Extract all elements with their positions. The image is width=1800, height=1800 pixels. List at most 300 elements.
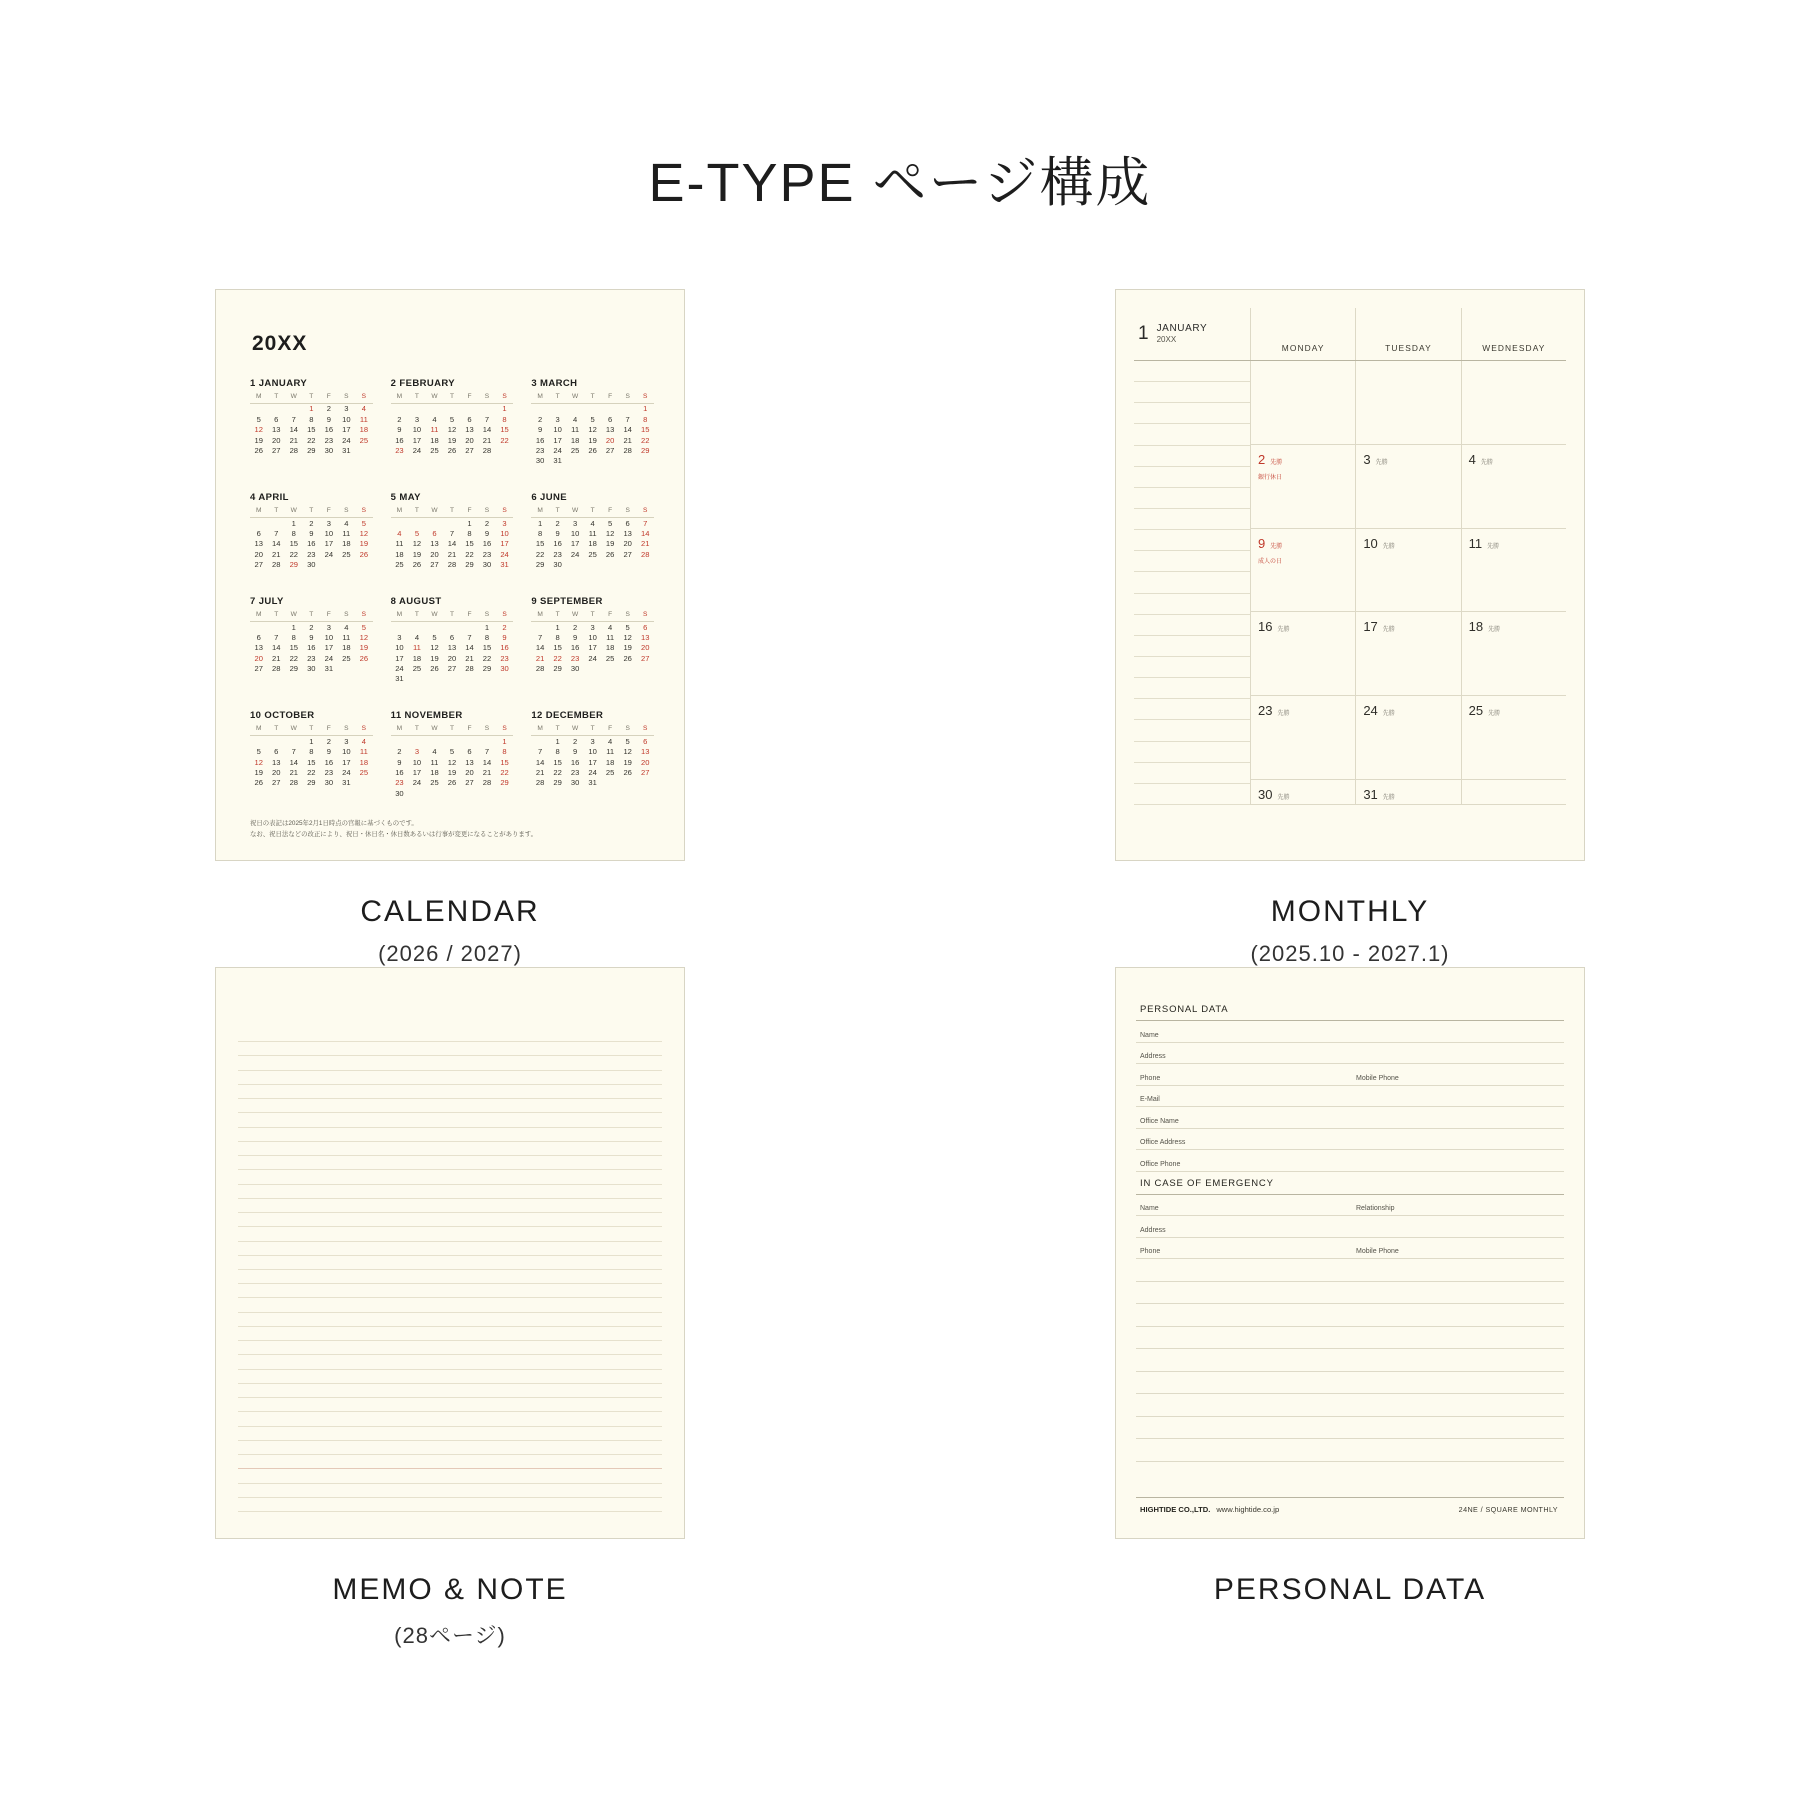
mini-day-cell [408,736,426,747]
mini-day-cell: 23 [535,445,545,455]
mini-week-row [391,622,514,633]
mini-weekday-header: F [461,507,479,518]
personal-data-row[interactable] [1136,1021,1564,1043]
personal-data-content [1136,1004,1564,1514]
personal-data-row[interactable] [1136,1064,1564,1086]
mini-day-cell: 2 [309,518,314,528]
mini-day-cell: 2 [309,622,314,632]
mini-day-cell: 25 [342,653,351,663]
mini-day-cell: 20 [465,435,474,445]
memo-line[interactable] [238,1355,662,1369]
monthly-rokuyo-label: 先勝 [1270,543,1283,550]
mini-day-cell: 20 [430,549,439,559]
mini-day-cell [443,518,461,529]
mini-weekday-header: T [303,393,321,404]
mini-day-cell [338,664,356,674]
mini-day-cell: 29 [553,664,562,674]
mini-day-cell [566,404,584,415]
mini-day-cell: 1 [555,622,560,632]
mini-weekday-header: F [320,725,338,736]
monthly-day-cell[interactable] [1355,445,1460,529]
mini-day-cell: 4 [361,404,366,414]
memo-line[interactable] [238,1313,662,1327]
mini-day-cell: 2 [573,736,578,746]
mini-day-cell [619,456,637,466]
personal-data-blank-line[interactable] [1136,1439,1564,1462]
mini-day-cell: 13 [430,539,439,549]
mini-day-cell [285,404,303,415]
mini-month-table [531,725,654,788]
mini-day-cell: 25 [342,549,351,559]
mini-day-cell: 27 [465,778,474,788]
mini-weekday-header: S [636,507,654,518]
mini-week-row [531,757,654,767]
mini-week-row [391,653,514,663]
mini-day-cell: 5 [449,414,455,424]
mini-day-cell: 3 [344,736,349,746]
mini-day-cell: 21 [482,767,492,777]
mini-week-row [250,653,373,663]
mini-day-cell: 20 [640,757,650,767]
mini-day-cell: 21 [623,435,632,445]
memo-line[interactable] [238,1370,662,1384]
mini-weekday-header: S [355,725,373,736]
mini-day-cell: 23 [482,549,492,559]
memo-line[interactable] [238,1469,662,1483]
memo-line[interactable] [238,1455,662,1469]
mini-day-cell: 9 [309,632,314,642]
mini-weekday-header: S [619,611,637,622]
mini-day-cell: 16 [324,757,334,767]
mini-weekday-header: T [408,611,426,622]
mini-weekday-header: S [478,507,496,518]
mini-day-cell [461,736,479,747]
mini-day-cell: 7 [449,529,455,539]
field-label: Name [1140,1031,1159,1039]
monthly-day-cell[interactable] [1355,612,1460,696]
memo-line[interactable] [238,1298,662,1312]
monthly-day-cell[interactable] [1461,361,1566,445]
mini-day-cell: 7 [274,632,279,642]
mini-week-row [531,664,654,674]
mini-day-cell: 4 [608,622,613,632]
mini-day-cell: 20 [447,653,457,663]
monthly-day-cell[interactable] [1461,696,1566,780]
mini-day-cell: 24 [553,445,562,455]
monthly-notes-column [1134,361,1250,805]
mini-weekday-header: F [320,611,338,622]
monthly-day-number: 25 [1468,703,1484,719]
mini-day-cell: 31 [342,445,351,455]
personal-data-blank-line[interactable] [1136,1394,1564,1417]
mini-day-cell [461,622,479,633]
mini-day-cell: 27 [605,445,615,455]
mini-day-cell: 15 [482,643,492,653]
memo-line[interactable] [238,1085,662,1099]
monthly-sheet [1115,289,1585,861]
mini-month-name: 8 AUGUST [390,596,442,608]
mini-month-table [531,611,654,674]
mini-day-cell: 10 [324,529,334,539]
memo-line[interactable] [238,1056,662,1070]
personal-data-row[interactable] [1136,1129,1564,1151]
monthly-note-line[interactable] [1134,530,1250,551]
personal-data-row[interactable] [1136,1238,1564,1260]
mini-weekday-header: M [391,611,409,622]
mini-weekday-header: W [566,393,584,404]
panel-monthly [1115,289,1585,967]
mini-day-cell: 14 [482,425,492,435]
mini-month-name: 7 JULY [250,596,284,608]
mini-day-cell: 16 [553,539,562,549]
memo-line[interactable] [238,1384,662,1398]
personal-data-row[interactable] [1136,1195,1564,1217]
mini-week-row [531,404,654,415]
mini-day-cell: 11 [588,529,597,539]
mini-weekday-header: S [636,611,654,622]
mini-day-cell: 27 [640,767,650,777]
mini-weekday-header: T [408,725,426,736]
monthly-day-cell[interactable] [1250,696,1355,780]
monthly-day-cell[interactable] [1250,445,1355,529]
mini-day-cell [584,404,602,415]
memo-line[interactable] [238,1113,662,1127]
mini-day-cell [320,560,338,570]
memo-line[interactable] [238,1270,662,1284]
mini-day-cell: 29 [307,445,316,455]
mini-day-cell [355,664,373,674]
mini-day-cell [408,518,426,529]
mini-weekday-header: S [338,611,356,622]
memo-line[interactable] [238,1213,662,1227]
mini-day-cell: 5 [256,747,261,757]
mini-day-cell: 30 [553,560,562,570]
monthly-note-line[interactable] [1134,572,1250,593]
mini-day-cell: 15 [640,425,650,435]
mini-week-row [250,747,373,757]
monthly-note-line[interactable] [1134,361,1250,382]
mini-week-row [391,633,514,643]
mini-day-cell: 15 [465,539,474,549]
mini-weekday-header: M [391,725,409,736]
memo-line[interactable] [238,1398,662,1412]
mini-day-cell: 5 [590,414,595,424]
memo-line[interactable] [238,1071,662,1085]
mini-week-row [250,435,373,445]
personal-data-row[interactable] [1136,1043,1564,1065]
mini-day-cell: 14 [640,529,650,539]
monthly-note-line[interactable] [1134,657,1250,678]
mini-day-cell: 24 [500,549,509,559]
mini-day-cell: 5 [449,747,455,757]
personal-data-row[interactable] [1136,1216,1564,1238]
mini-week-row [391,549,514,559]
mini-day-cell: 22 [553,767,562,777]
mini-weekday-header: W [285,611,303,622]
mini-day-cell: 3 [555,414,560,424]
mini-day-cell: 11 [430,425,439,435]
mini-weekday-header: M [391,507,409,518]
mini-weekday-header: S [619,725,637,736]
field-label: Office Phone [1140,1160,1181,1168]
mini-weekday-header: T [303,725,321,736]
mini-day-cell: 20 [254,549,263,559]
mini-day-cell: 1 [643,404,648,414]
monthly-note-line[interactable] [1134,382,1250,403]
calendar-caption-main: CALENDAR [360,895,540,928]
mini-day-cell: 30 [307,664,316,674]
monthly-day-cell[interactable] [1250,361,1355,445]
field-label-secondary [1350,1125,1564,1128]
mini-day-cell: 24 [395,664,404,674]
monthly-note-line[interactable] [1134,742,1250,763]
calendar-sheet [215,289,685,861]
mini-day-cell: 31 [553,456,562,466]
personal-data-row[interactable] [1136,1086,1564,1108]
mini-day-cell [531,736,549,747]
memo-line[interactable] [238,1327,662,1341]
monthly-note-line[interactable] [1134,699,1250,720]
memo-line[interactable] [238,1156,662,1170]
mini-day-cell [426,788,444,798]
mini-day-cell: 23 [307,549,316,559]
mini-month-name: 4 APRIL [250,492,289,504]
monthly-holiday-name: 成人の日 [1258,558,1283,565]
mini-day-cell: 29 [553,778,562,788]
monthly-note-line[interactable] [1134,636,1250,657]
memo-line[interactable] [238,1028,662,1042]
mini-weekday-header: T [549,393,567,404]
mini-day-cell: 18 [570,435,580,445]
mini-weekday-header: F [320,393,338,404]
mini-day-cell [408,622,426,633]
monthly-day-cell[interactable] [1250,612,1355,696]
mini-day-cell: 17 [412,435,422,445]
mini-day-cell: 13 [272,425,281,435]
mini-day-cell: 26 [623,767,632,777]
monthly-note-line[interactable] [1134,678,1250,699]
panel-memo [215,967,685,1650]
personal-data-blank-line[interactable] [1136,1259,1564,1282]
mini-day-cell: 25 [359,435,369,445]
memo-line[interactable] [238,1170,662,1184]
mini-day-cell: 9 [309,529,314,539]
mini-day-cell: 30 [570,664,580,674]
monthly-note-line[interactable] [1134,551,1250,572]
mini-day-cell: 13 [640,747,650,757]
mini-day-cell: 3 [326,622,331,632]
memo-line[interactable] [238,1099,662,1113]
monthly-note-line[interactable] [1134,763,1250,784]
mini-week-row [391,529,514,539]
mini-day-cell: 14 [482,757,492,767]
mini-weekday-header: S [338,725,356,736]
mini-day-cell: 19 [359,643,369,653]
mini-day-cell: 27 [623,549,632,559]
memo-line[interactable] [238,1441,662,1455]
monthly-day-cell[interactable] [1355,696,1460,780]
mini-day-cell: 30 [570,778,580,788]
mini-weekday-header: S [355,611,373,622]
mini-weekday-header: M [250,725,268,736]
mini-day-cell [619,404,637,415]
mini-month-name: 3 MARCH [531,378,578,389]
memo-line[interactable] [238,1256,662,1270]
mini-day-cell: 15 [553,757,562,767]
personal-data-blank-line[interactable] [1136,1349,1564,1372]
mini-day-cell: 11 [412,643,421,653]
mini-day-cell: 12 [412,539,422,549]
personal-data-row[interactable] [1136,1107,1564,1129]
mini-day-cell [250,518,268,529]
monthly-note-line[interactable] [1134,446,1250,467]
mini-day-cell: 31 [395,674,404,684]
mini-day-cell: 12 [254,425,263,435]
monthly-note-line[interactable] [1134,594,1250,615]
mini-day-cell [601,560,619,570]
mini-day-cell: 23 [395,778,404,788]
monthly-day-cell[interactable] [1355,529,1460,613]
monthly-note-line[interactable] [1134,784,1250,805]
mini-day-cell: 26 [359,549,369,559]
monthly-day-cell[interactable] [1461,445,1566,529]
mini-week-row [531,736,654,747]
mini-day-cell: 21 [289,435,299,445]
mini-day-cell [391,518,409,529]
mini-weekday-header: T [443,725,461,736]
mini-day-cell [285,736,303,747]
mini-day-cell: 6 [608,414,613,424]
mini-day-cell: 29 [307,778,316,788]
mini-day-cell: 28 [289,445,299,455]
mini-day-cell: 6 [643,736,648,746]
mini-week-row [391,414,514,424]
monthly-day-cell[interactable] [1250,529,1355,613]
mini-day-cell: 16 [324,425,334,435]
mini-day-cell: 18 [588,539,597,549]
monthly-note-line[interactable] [1134,403,1250,424]
memo-line[interactable] [238,1227,662,1241]
personal-data-blank-line[interactable] [1136,1304,1564,1327]
mini-day-cell [601,664,619,674]
mini-week-row [391,643,514,653]
mini-day-cell: 7 [484,747,490,757]
memo-line[interactable] [238,1341,662,1355]
mini-day-cell: 24 [324,653,334,663]
personal-data-blank-line[interactable] [1136,1327,1564,1350]
monthly-note-line[interactable] [1134,488,1250,509]
mini-day-cell: 26 [254,778,263,788]
mini-week-row [531,414,654,424]
mini-day-cell: 17 [324,643,334,653]
mini-weekday-header: W [566,611,584,622]
memo-line[interactable] [238,1199,662,1213]
mini-weekday-header: M [391,393,409,404]
mini-day-cell: 15 [553,643,562,653]
monthly-day-cell[interactable] [1355,361,1460,445]
field-label: Address [1140,1053,1166,1060]
mini-day-cell: 5 [625,736,630,746]
mini-day-cell: 1 [291,622,296,632]
mini-day-cell [426,674,444,684]
mini-week-row [250,446,373,456]
mini-day-cell: 8 [291,529,296,539]
mini-day-cell: 9 [555,529,560,539]
mini-day-cell: 6 [256,632,261,642]
memo-line[interactable] [238,1242,662,1256]
memo-line[interactable] [238,1427,662,1441]
monthly-note-line[interactable] [1134,615,1250,636]
monthly-day-cell[interactable] [1461,780,1566,805]
memo-line[interactable] [238,1498,662,1512]
mini-week-row [391,435,514,445]
monthly-note-line[interactable] [1134,467,1250,488]
mini-weekday-header: S [496,393,514,404]
mini-day-cell [601,456,619,466]
monthly-day-cell[interactable] [1461,529,1566,613]
mini-weekday-header: M [531,507,549,518]
mini-day-cell: 31 [500,560,509,570]
mini-day-cell: 25 [430,778,439,788]
monthly-note-line[interactable] [1134,720,1250,741]
personal-data-blank-line[interactable] [1136,1282,1564,1305]
mini-week-row [531,549,654,559]
mini-day-cell: 14 [272,643,281,653]
memo-line[interactable] [238,1484,662,1498]
mini-week-row [531,560,654,570]
monthly-day-cell[interactable] [1355,780,1460,805]
personal-data-blank-line[interactable] [1136,1372,1564,1395]
mini-day-cell: 4 [573,414,578,424]
mini-day-cell: 7 [625,414,630,424]
mini-day-cell: 21 [535,767,545,777]
monthly-note-line[interactable] [1134,509,1250,530]
mini-week-row [250,404,373,415]
mini-day-cell: 17 [324,539,334,549]
memo-line[interactable] [238,1142,662,1156]
mini-day-cell: 7 [291,747,296,757]
monthly-day-cell[interactable] [1461,612,1566,696]
mini-day-cell: 22 [500,767,509,777]
memo-line[interactable] [238,1284,662,1298]
mini-weekday-header: T [268,393,286,404]
page-layout-grid [0,289,1800,1650]
personal-data-blank-line[interactable] [1136,1417,1564,1440]
monthly-note-line[interactable] [1134,424,1250,445]
mini-day-cell: 3 [344,404,349,414]
mini-day-cell [355,778,373,788]
mini-day-cell [443,788,461,798]
mini-week-row [531,633,654,643]
monthly-rokuyo-label: 先勝 [1488,711,1501,718]
memo-ruled-lines [238,1028,662,1512]
mini-day-cell: 13 [605,425,615,435]
mini-day-cell: 18 [412,653,422,663]
memo-line[interactable] [238,1185,662,1199]
personal-data-row[interactable] [1136,1150,1564,1172]
memo-line[interactable] [238,1128,662,1142]
mini-day-cell: 13 [465,425,474,435]
mini-day-cell: 6 [274,414,279,424]
mini-weekday-header: T [549,507,567,518]
mini-day-cell: 12 [447,425,457,435]
mini-weekday-header: S [496,507,514,518]
mini-day-cell: 1 [555,736,560,746]
mini-day-cell [566,456,584,466]
monthly-day-cell[interactable] [1250,780,1355,805]
memo-line[interactable] [238,1042,662,1056]
memo-line[interactable] [238,1412,662,1426]
